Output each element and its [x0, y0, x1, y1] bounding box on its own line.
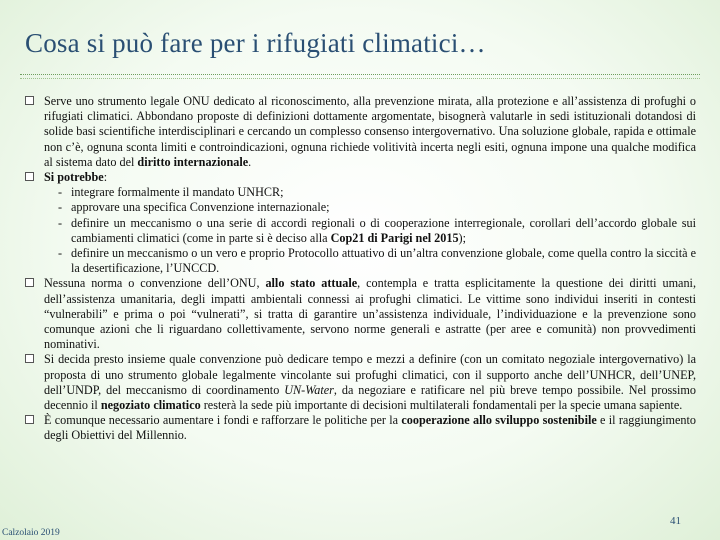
footer-author: Calzolaio 2019	[2, 528, 60, 538]
sub-item-convention	[25, 200, 696, 215]
italic-text: UN-Water	[284, 382, 334, 397]
dash-marker: -	[58, 215, 63, 230]
bullet-options	[25, 170, 696, 185]
bold-text: allo stato attuale	[265, 276, 358, 291]
bullet-text: Si decida presto insieme quale convenzione può dedicare tempo e mezzi a definire (con un comitato negoziale intergovernativo) la proposta di uno strumento globale legalmente vincolante sui profughi climatici, con il supporto anche dell’UNHCR, dell’UNEP, dell’UNDP, del meccanismo di coordinamento	[44, 352, 696, 397]
slide-body	[25, 94, 696, 444]
bullet-no-un-norm	[25, 276, 696, 352]
title-divider	[20, 74, 700, 75]
sub-item-unhcr	[25, 185, 696, 200]
bullet-text: , contempla e tratta esplicitamente la questione dei diritti umani, dell’assistenza umanitaria, degli impatti ambientali connessi ai profughi climatici. Le vittime sono individui inseriti in contesti “vulnerabili” e prima o poi “vulnerati”, si tratta di garantire un’assistenza individuale, l’individuazione e la prevenzione sono comunque azioni che li riguardano collettivamente, servono norme generali e astratte (per aree e comunità) non provvedimenti nominativi.	[44, 276, 696, 352]
sub-item-text: definire un meccanismo o un vero e proprio Protocollo attuativo di un’altra convenzione globale, come quella contro la siccità e la desertificazione, l’UNCCD.	[71, 246, 696, 276]
dash-marker: -	[58, 200, 63, 215]
sub-item-protocol	[25, 246, 696, 276]
bold-text: negoziato climatico	[100, 398, 201, 413]
bullet-text: Nessuna norma o convenzione dell’ONU,	[44, 276, 266, 291]
sub-item-text: approvare una specifica Convenzione internazionale;	[71, 200, 330, 215]
bullet-text: e il raggiungimento degli Obiettivi del Millennio.	[44, 413, 696, 443]
square-bullet-icon	[25, 172, 34, 181]
square-bullet-icon	[25, 415, 34, 424]
bold-text: cooperazione allo sviluppo sostenibile	[401, 413, 597, 428]
square-bullet-icon	[25, 96, 34, 105]
bullet-decide-convention	[25, 352, 696, 413]
bold-text: Cop21 di Parigi nel 2015	[330, 230, 459, 245]
square-bullet-icon	[25, 354, 34, 363]
sub-item-text: integrare formalmente il mandato UNHCR;	[71, 185, 284, 200]
square-bullet-icon	[25, 278, 34, 287]
bullet-un-legal-instrument	[25, 94, 696, 170]
sub-item-regional-agreements	[25, 216, 696, 246]
sub-item-text: definire un meccanismo o una serie di accordi regionali o di cooperazione interregionale, corollari dell’accordo globale sui cambiamenti climatici (come in parte si è deciso alla	[71, 215, 696, 245]
bullet-text: È comunque necessario aumentare i fondi e rafforzare le politiche per la	[44, 413, 402, 428]
bullet-text: .	[248, 154, 252, 169]
bullet-text: Serve uno strumento legale ONU dedicato al riconoscimento, alla prevenzione mirata, alla protezione e all’assistenza di profughi o rifugiati climatici. Abbondano proposte di definizioni dottamente argomentate, bisognerà valutarle in sedi istituzionali dotandosi di solide basi scientifiche interdisciplinari e cercando un complesso consenso intergovernativo. Una soluzione globale, rapida e ottimale non c’è, ognuna sconta limiti e controindicazioni, ognuna richiede volitività incerta negli esiti, ognuna impone una qualche modifica al sistema dato del	[44, 94, 696, 169]
bullet-funding	[25, 413, 696, 443]
bold-text: Si potrebbe	[44, 170, 104, 185]
dash-marker: -	[58, 185, 63, 200]
slide-title: Cosa si può fare per i rifugiati climatici…	[25, 28, 486, 58]
dash-marker: -	[58, 246, 63, 261]
bullet-text: resterà la sede più importante di decisioni multilaterali fondamentali per la specie umana sapiente.	[200, 398, 683, 413]
bullet-text: :	[103, 170, 108, 185]
sub-item-text: );	[458, 230, 466, 245]
title-divider-secondary	[20, 78, 700, 79]
bold-text: diritto internazionale	[137, 154, 249, 169]
page-number: 41	[670, 515, 681, 527]
bullet-text: , da negoziare e ratificare nel più breve tempo possibile. Nel prossimo decennio il	[44, 382, 696, 413]
